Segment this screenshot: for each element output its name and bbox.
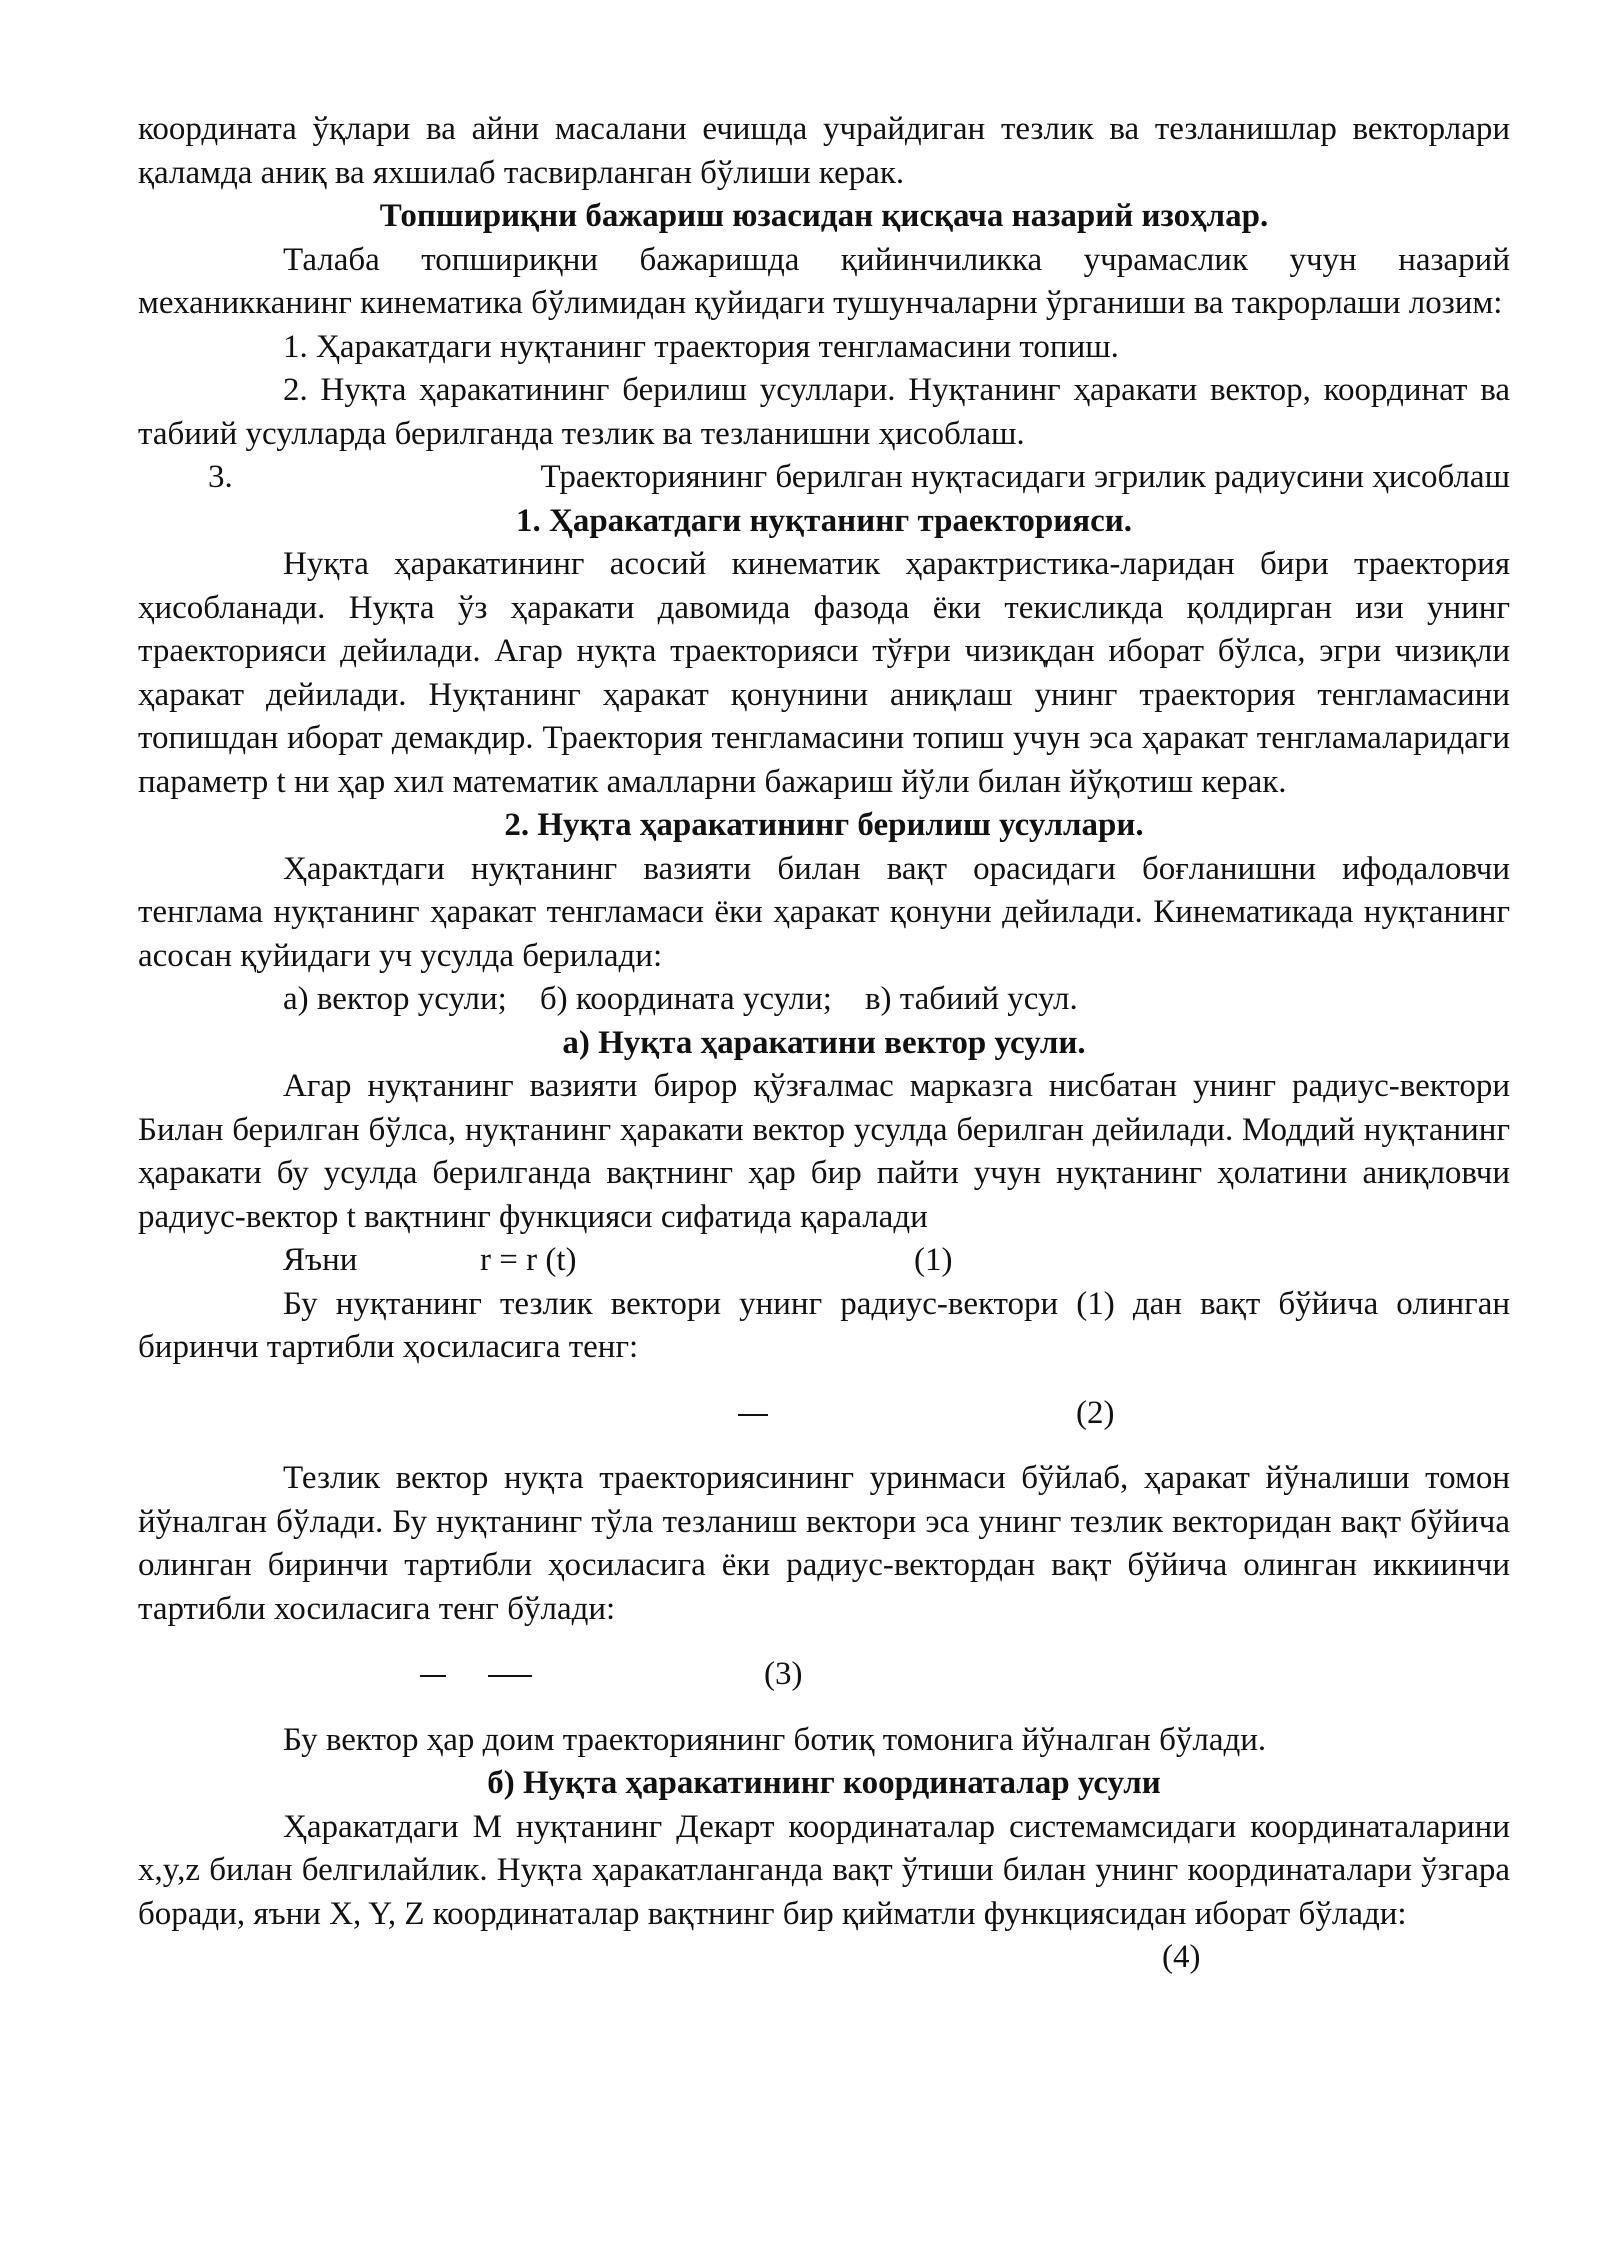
equation-1-expression: r = r (t) [480,1242,577,1278]
list-item-3-number: 3. [208,459,233,495]
paragraph-coordinate-method: Ҳаракатдаги М нуқтанинг Декарт координаталар системамсидаги координаталарини x,y,z билан белгилайлик. Нуқта ҳаракатланганда вақт ўтиши билан унинг координаталари ўзгара боради, яъни X, Y, Z координаталар вақтнинг бир қийматли функциясидан иборат бўлади: [138,1808,1510,1932]
equation-1-number: (1) [914,1242,953,1278]
heading-coordinate-method: б) Нуқта ҳаракатининг координаталар усули [487,1765,1161,1801]
equation-2 [138,1392,1510,1436]
equation-1-word: Яъни [283,1242,358,1278]
heading-methods: 2. Нуқта ҳаракатининг берилиш усуллари. [504,807,1144,843]
document-page [138,108,1510,1980]
equation-3-fraction-bar-2 [488,1675,532,1677]
equation-2-number: (2) [1076,1394,1115,1431]
heading-trajectory: 1. Ҳаракатдаги нуқтанинг траекторияси. [515,502,1132,539]
paragraph-intro: координата ўқлари ва айни масалани ечишда учрайдиган тезлик ва тезланишлар векторлари қаламда аниқ ва яхшилаб тасвирланган бўлиши керак. [138,111,1510,191]
paragraph-vector-method: Агар нуқтанинг вазияти бирор қўзғалмас марказга нисбатан унинг радиус-вектори Билан берилган бўлса, нуқтанинг ҳаракати вектор усулда берилган дейилади. Моддий нуқтанинг ҳаракати бу усулда берилганда вақтнинг ҳар бир пайти учун нуқтанинг ҳолатини аниқловчи радиус-вектор t вақтнинг функцияси сифатида қаралади [138,1068,1510,1235]
paragraph-acceleration: Тезлик вектор нуқта траекториясининг уринмаси бўйлаб, ҳаракат йўналиши томон йўналган бўлади. Бу нуқтанинг тўла тезланиш вектори эса унинг тезлик векторидан вақт бўйича олинган биринчи тартибли ҳосиласига ёки радиус-вектордан вақт бўйича олинган иккиинчи тартибли хосиласига тенг бўлади: [138,1460,1510,1627]
paragraph-motion-equation: Ҳарактдаги нуқтанинг вазияти билан вақт орасидаги боғланишни ифодаловчи тенглама нуқтанинг ҳаракат тенгламаси ёки ҳаракат қонуни дейилади. Кинематикада нуқтанинг асосан қуйидаги уч усулда берилади: [138,850,1510,974]
list-item-3-text: Траекториянинг берилган нуқтасидаги эгрилик радиусини ҳисоблаш [540,459,1510,495]
equation-4 [138,1936,1510,1980]
heading-vector-method: а) Нуқта ҳаракатини вектор усули. [562,1024,1086,1061]
equation-3-fraction-bar-1 [420,1675,446,1677]
equation-1 [138,1239,1510,1283]
list-item-3 [138,456,1510,500]
paragraph-velocity: Бу нуқтанинг тезлик вектори унинг радиус-вектори (1) дан вақт бўйича олинган биринчи тартибли ҳосиласига тенг: [138,1285,1510,1365]
list-item-2: 2. Нуқта ҳаракатининг берилиш усуллари. Нуқтанинг ҳаракати вектор, координат ва табиий усулларда берилганда тезлик ва тезланишни ҳисоблаш. [138,372,1510,452]
list-item-1: 1. Ҳаракатдаги нуқтанинг траектория тенгламасини топиш. [283,328,1119,365]
paragraph-trajectory: Нуқта ҳаракатининг асосий кинематик ҳарактристика-ларидан бири траектория ҳисобланади. Нуқта ўз ҳаракати давомида фазода ёки текисликда қолдирган изи унинг траекторияси дейилади. Агар нуқта траекторияси тўғри чизиқдан иборат бўлса, эгри чизиқли ҳаракат дейилади. Нуқтанинг ҳаракат қонунини аниқлаш унинг траектория тенгламасини топишдан иборат демакдир. Траектория тенгламасини топиш учун эса ҳаракат тенгламаларидаги параметр t ни ҳар хил математик амалларни бажариш йўли билан йўқотиш керак. [138,546,1510,800]
paragraph-concave-side: Бу вектор ҳар доим траекториянинг ботиқ томонига йўналган бўлади. [283,1721,1267,1758]
equation-3 [138,1653,1510,1697]
equation-3-number: (3) [764,1656,803,1692]
equation-4-number: (4) [1162,1939,1201,1975]
methods-list: а) вектор усули; б) координата усули; в) табиий усул. [283,981,1078,1017]
paragraph-student-task: Талаба топшириқни бажаришда қийинчиликка учрамаслик учун назарий механикканинг кинематика бўлимидан қуйидаги тушунчаларни ўрганиши ва такрорлаши лозим: [138,241,1510,321]
heading-theory: Топшириқни бажариш юзасидан қисқача назарий изоҳлар. [379,198,1269,234]
equation-2-fraction-bar [738,1414,768,1416]
